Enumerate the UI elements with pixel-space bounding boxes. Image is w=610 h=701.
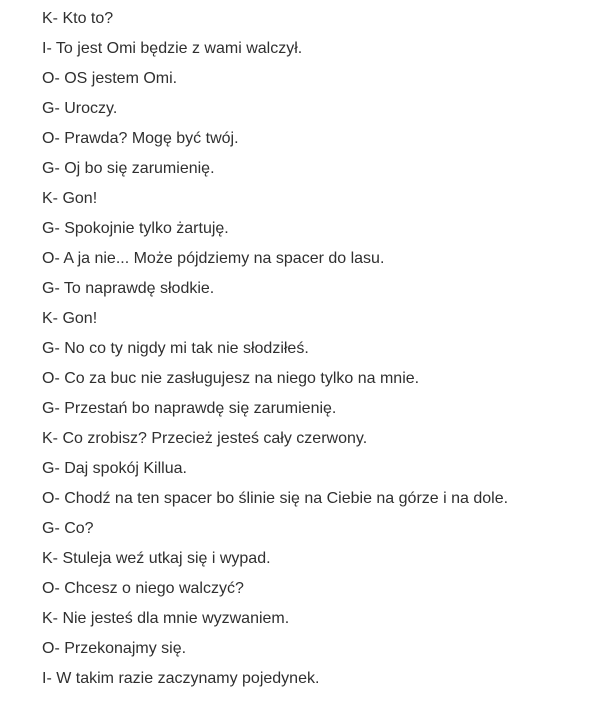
dialogue-line: I- W takim razie zaczynamy pojedynek.	[42, 670, 320, 687]
dialogue-line: G- Daj spokój Killua.	[42, 460, 187, 477]
dialogue-line: K- Gon!	[42, 190, 98, 207]
dialogue-line: K- Nie jesteś dla mnie wyzwaniem.	[42, 610, 290, 627]
dialogue-line: O- OS jestem Omi.	[42, 70, 178, 87]
dialogue-line: I- To jest Omi będzie z wami walczył.	[42, 40, 303, 57]
dialogue-line: G- Uroczy.	[42, 100, 118, 117]
dialogue-line: G- Spokojnie tylko żartuję.	[42, 220, 229, 237]
dialogue-line: O- Co za buc nie zasługujesz na niego tylko na mnie.	[42, 370, 420, 387]
dialogue-line: G- Oj bo się zarumienię.	[42, 160, 215, 177]
dialogue-line: O- Chodź na ten spacer bo ślinie się na Ciebie na górze i na dole.	[42, 490, 509, 507]
dialogue-line: K- Co zrobisz? Przecież jesteś cały czerwony.	[42, 430, 368, 447]
dialogue-line: G- Co?	[42, 520, 94, 537]
dialogue-line: K- Kto to?	[42, 10, 114, 27]
dialogue-line: O- A ja nie... Może pójdziemy na spacer do lasu.	[42, 250, 385, 267]
dialogue-line: O- Chcesz o niego walczyć?	[42, 580, 244, 597]
dialogue-line: O- Przekonajmy się.	[42, 640, 187, 657]
dialogue-text	[42, 4, 602, 694]
dialogue-line: K- Gon!	[42, 310, 98, 327]
dialogue-line: K- Stuleja weź utkaj się i wypad.	[42, 550, 271, 567]
dialogue-line: G- No co ty nigdy mi tak nie słodziłeś.	[42, 340, 309, 357]
dialogue-line: G- To naprawdę słodkie.	[42, 280, 215, 297]
dialogue-line: O- Prawda? Mogę być twój.	[42, 130, 239, 147]
dialogue-line: G- Przestań bo naprawdę się zarumienię.	[42, 400, 337, 417]
